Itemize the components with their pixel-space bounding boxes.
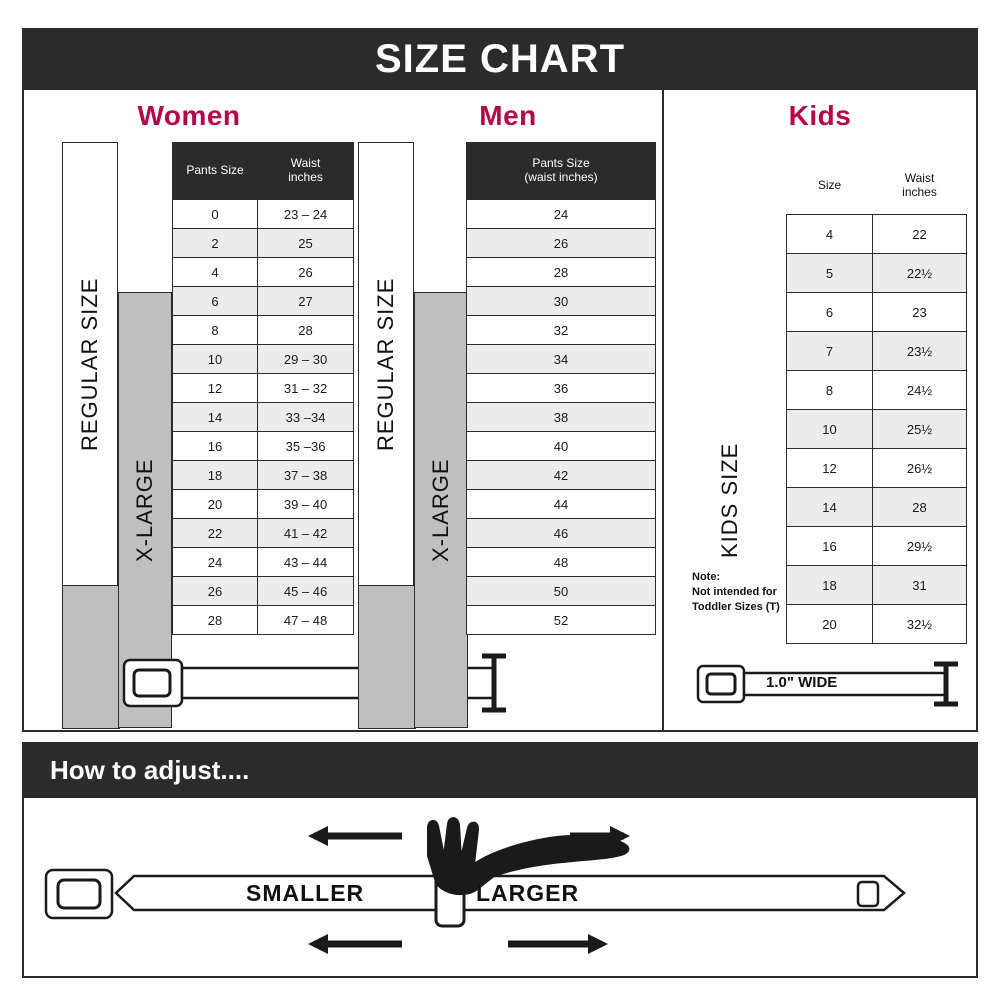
kids-col-header-waist	[873, 158, 967, 215]
women-size-cell: 2	[173, 229, 258, 258]
table-row	[173, 316, 354, 345]
table-row	[467, 345, 656, 374]
women-waist-cell: 25	[258, 229, 354, 258]
men-size-cell: 48	[467, 548, 656, 577]
women-waist-cell: 29 – 30	[258, 345, 354, 374]
women-waist-cell: 45 – 46	[258, 577, 354, 606]
table-row	[467, 200, 656, 229]
table-row	[467, 577, 656, 606]
men-col-header	[467, 143, 656, 200]
women-xlarge-label: X-LARGE	[118, 292, 172, 728]
women-size-cell: 6	[173, 287, 258, 316]
kids-waist-cell: 26½	[873, 449, 967, 488]
table-row	[173, 403, 354, 432]
women-size-cell: 16	[173, 432, 258, 461]
adjust-smaller-label: SMALLER	[246, 880, 365, 906]
kids-waist-cell: 32½	[873, 605, 967, 644]
women-waist-cell: 27	[258, 287, 354, 316]
men-table-body	[467, 200, 656, 635]
women-size-cell: 12	[173, 374, 258, 403]
kids-waist-cell: 24½	[873, 371, 967, 410]
table-row	[787, 332, 967, 371]
kids-size-cell: 20	[787, 605, 873, 644]
women-size-cell: 18	[173, 461, 258, 490]
women-waist-cell: 28	[258, 316, 354, 345]
kids-size-cell: 10	[787, 410, 873, 449]
women-waist-cell: 33 –34	[258, 403, 354, 432]
women-waist-cell: 23 – 24	[258, 200, 354, 229]
men-header-line1: Pants Size	[532, 156, 590, 171]
table-row	[173, 200, 354, 229]
men-size-cell: 26	[467, 229, 656, 258]
kids-size-cell: 4	[787, 215, 873, 254]
kids-heading: Kids	[788, 100, 852, 131]
kids-size-cell: 18	[787, 566, 873, 605]
men-size-cell: 42	[467, 461, 656, 490]
women-waist-cell: 39 – 40	[258, 490, 354, 519]
table-row	[467, 287, 656, 316]
kids-waist-cell: 31	[873, 566, 967, 605]
kids-waist-line1: Waist	[904, 171, 935, 186]
men-size-cell: 40	[467, 432, 656, 461]
table-row	[173, 461, 354, 490]
table-row	[467, 606, 656, 635]
women-size-cell: 20	[173, 490, 258, 519]
men-size-cell: 36	[467, 374, 656, 403]
men-size-cell: 50	[467, 577, 656, 606]
men-table-wrap	[466, 142, 656, 635]
adjust-larger-label: LARGER	[476, 880, 580, 906]
page-title-bar	[22, 28, 978, 90]
women-waist-line2: inches	[288, 170, 323, 184]
table-row	[467, 403, 656, 432]
table-row	[787, 254, 967, 293]
howto-adjust-title: How to adjust....	[50, 754, 250, 785]
table-row	[787, 527, 967, 566]
table-row	[467, 548, 656, 577]
women-size-cell: 26	[173, 577, 258, 606]
men-xlarge-label: X-LARGE	[414, 292, 468, 728]
men-size-cell: 24	[467, 200, 656, 229]
men-size-cell: 38	[467, 403, 656, 432]
table-row	[787, 293, 967, 332]
men-heading: Men	[479, 100, 537, 131]
kids-size-table	[786, 158, 967, 644]
kids-waist-cell: 29½	[873, 527, 967, 566]
kids-size-cell: 6	[787, 293, 873, 332]
men-size-cell: 32	[467, 316, 656, 345]
women-size-cell: 8	[173, 316, 258, 345]
men-size-cell: 30	[467, 287, 656, 316]
table-row	[173, 345, 354, 374]
table-row	[467, 432, 656, 461]
women-regular-size-label: REGULAR SIZE	[62, 142, 118, 586]
table-row	[467, 461, 656, 490]
table-row	[787, 215, 967, 254]
women-size-cell: 22	[173, 519, 258, 548]
women-column	[24, 90, 354, 730]
kids-table-body	[787, 215, 967, 644]
table-row	[173, 490, 354, 519]
kids-column	[662, 90, 976, 730]
table-row	[173, 519, 354, 548]
table-row	[467, 519, 656, 548]
women-waist-cell: 31 – 32	[258, 374, 354, 403]
women-size-cell: 4	[173, 258, 258, 287]
table-row	[787, 605, 967, 644]
women-size-cell: 14	[173, 403, 258, 432]
men-header-line2: (waist inches)	[524, 170, 598, 184]
women-size-cell: 24	[173, 548, 258, 577]
women-waist-line1: Waist	[290, 156, 321, 171]
table-row	[787, 410, 967, 449]
kids-size-cell: 14	[787, 488, 873, 527]
men-size-cell: 52	[467, 606, 656, 635]
women-waist-cell: 41 – 42	[258, 519, 354, 548]
howto-adjust-bar	[22, 742, 978, 798]
men-size-cell: 34	[467, 345, 656, 374]
table-row	[787, 449, 967, 488]
table-row	[787, 566, 967, 605]
kids-size-cell: 5	[787, 254, 873, 293]
men-size-cell: 44	[467, 490, 656, 519]
table-row	[173, 548, 354, 577]
kids-note-line3: Toddler Sizes (T)	[692, 600, 780, 613]
kids-waist-line2: inches	[902, 185, 937, 199]
table-row	[173, 229, 354, 258]
kids-size-cell: 16	[787, 527, 873, 566]
table-row	[173, 258, 354, 287]
women-waist-cell: 47 – 48	[258, 606, 354, 635]
kids-waist-cell: 28	[873, 488, 967, 527]
table-row	[787, 371, 967, 410]
men-size-cell: 46	[467, 519, 656, 548]
men-column	[354, 90, 662, 730]
table-row	[173, 577, 354, 606]
kids-note-line2: Not intended for	[692, 585, 777, 598]
table-row	[173, 374, 354, 403]
women-table-body	[173, 200, 354, 635]
kids-size-cell: 8	[787, 371, 873, 410]
men-size-table	[466, 142, 656, 635]
table-row	[467, 316, 656, 345]
howto-adjust-panel	[22, 798, 978, 978]
table-row	[173, 606, 354, 635]
women-col-header-waist	[258, 143, 354, 200]
women-size-cell: 28	[173, 606, 258, 635]
table-row	[787, 488, 967, 527]
men-size-cell: 28	[467, 258, 656, 287]
women-table-wrap	[172, 142, 354, 635]
kids-belt-diagram	[688, 646, 968, 716]
kids-waist-cell: 23½	[873, 332, 967, 371]
kids-table-wrap	[786, 158, 967, 644]
women-size-cell: 0	[173, 200, 258, 229]
men-regular-size-label: REGULAR SIZE	[358, 142, 414, 586]
kids-col-header-size: Size	[787, 158, 873, 215]
women-waist-cell: 26	[258, 258, 354, 287]
page-title: SIZE CHART	[375, 36, 625, 81]
table-row	[173, 432, 354, 461]
women-waist-cell: 37 – 38	[258, 461, 354, 490]
table-row	[467, 374, 656, 403]
table-row	[467, 490, 656, 519]
kids-waist-cell: 22	[873, 215, 967, 254]
kids-size-cell: 12	[787, 449, 873, 488]
women-size-table	[172, 142, 354, 635]
table-row	[173, 287, 354, 316]
kids-waist-cell: 23	[873, 293, 967, 332]
women-col-header-size: Pants Size	[173, 143, 258, 200]
kids-waist-cell: 22½	[873, 254, 967, 293]
kids-note-line1: Note:	[692, 571, 721, 583]
table-row	[467, 229, 656, 258]
kids-belt-width-label: 1.0" WIDE	[766, 674, 838, 691]
women-waist-cell: 43 – 44	[258, 548, 354, 577]
women-heading: Women	[137, 100, 241, 131]
women-waist-cell: 35 –36	[258, 432, 354, 461]
size-chart-panel	[22, 90, 978, 732]
kids-size-cell: 7	[787, 332, 873, 371]
kids-size-label: KIDS SIZE	[702, 390, 758, 610]
kids-waist-cell: 25½	[873, 410, 967, 449]
adult-belt-diagram	[104, 646, 354, 716]
table-row	[467, 258, 656, 287]
women-size-cell: 10	[173, 345, 258, 374]
